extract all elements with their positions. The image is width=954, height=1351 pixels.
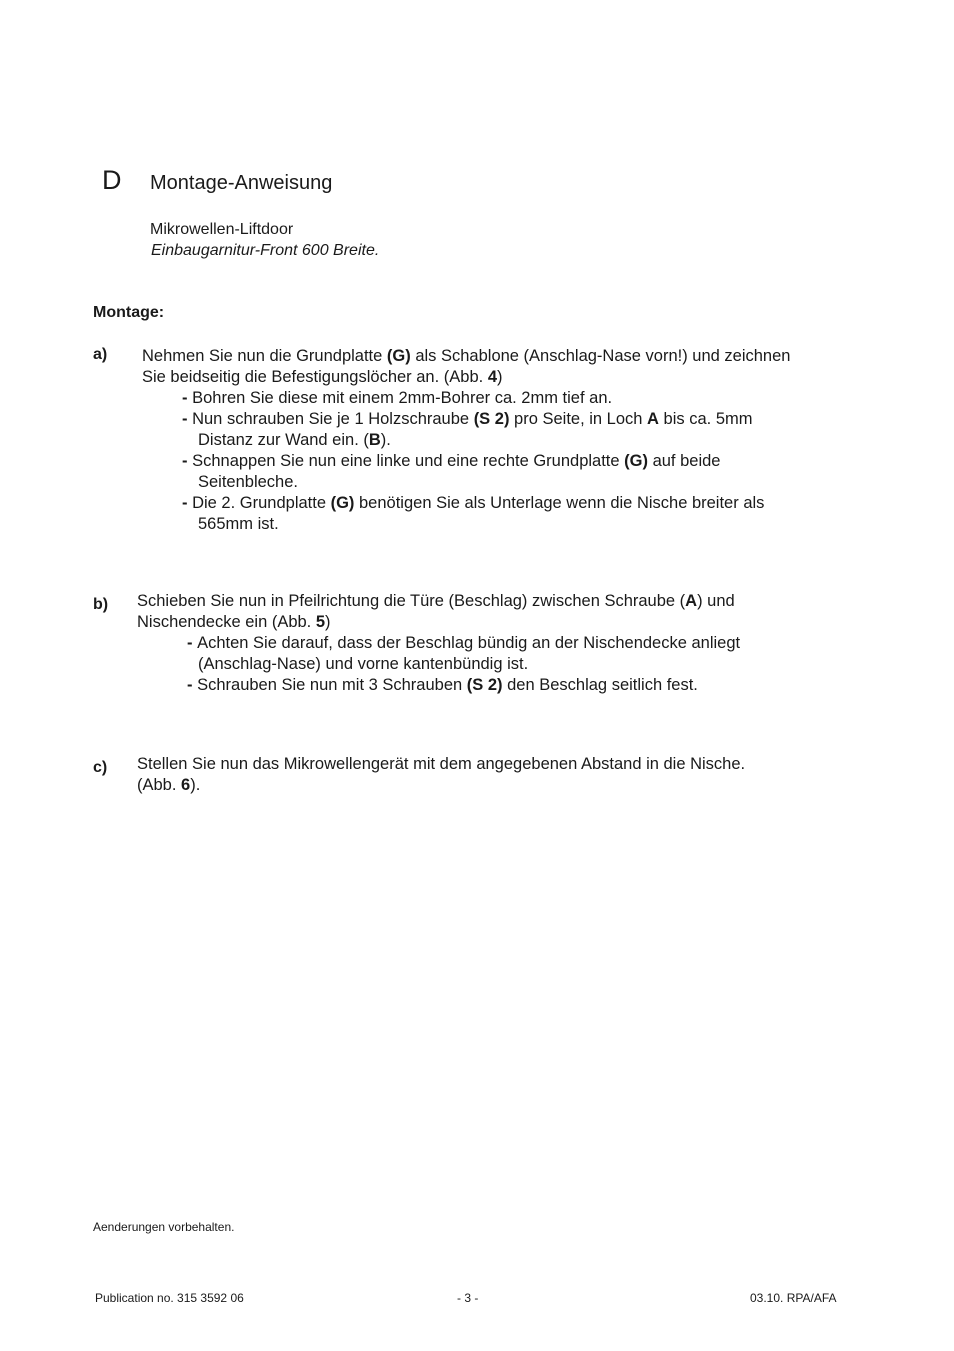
text-span: ) [497, 368, 503, 386]
text-span: bis ca. 5mm [658, 410, 753, 428]
text-span: (Anschlag-Nase) und vorne kantenbündig ist. [198, 655, 529, 673]
bullet-dash: - [182, 410, 193, 428]
bullet-dash: - [182, 389, 193, 407]
publication-number: Publication no. 315 3592 06 [95, 1291, 244, 1305]
date-reference: 03.10. RPA/AFA [750, 1291, 837, 1305]
bullet-dash: - [182, 494, 193, 512]
text-span: Nischendecke ein (Abb. [137, 613, 316, 631]
part-ref: (G) [624, 452, 648, 470]
step-a-bullet-4-cont [198, 514, 279, 535]
text-span: benötigen Sie als Unterlage wenn die Nische breiter als [354, 494, 765, 512]
text-span: Bohren Sie diese mit einem 2mm-Bohrer ca. 2mm tief an. [192, 389, 613, 407]
step-a-line-2 [142, 367, 503, 388]
text-span: ) und [697, 592, 735, 610]
product-variant: Einbaugarnitur-Front 600 Breite. [151, 242, 380, 259]
changes-reserved-note: Aenderungen vorbehalten. [93, 1220, 235, 1234]
text-span: Stellen Sie nun das Mikrowellengerät mit dem angegebenen Abstand in die Nische. [137, 755, 746, 773]
step-b-bullet-1-cont [198, 654, 528, 675]
text-span: Distanz zur Wand ein. ( [198, 431, 369, 449]
text-span: Seitenbleche. [198, 473, 298, 491]
bullet-dash: - [187, 634, 198, 652]
text-span: den Beschlag seitlich fest. [502, 676, 698, 694]
text-span: 565mm ist. [198, 515, 279, 533]
bullet-dash: - [187, 676, 198, 694]
detail-ref: B [368, 431, 381, 449]
step-a-bullet-4 [182, 493, 764, 514]
step-b-label: b) [93, 596, 109, 613]
text-span: Achten Sie darauf, dass der Beschlag bündig an der Nischendecke anliegt [197, 634, 741, 652]
figure-ref: 4 [487, 368, 497, 386]
text-span: als Schablone (Anschlag-Nase vorn!) und zeichnen [410, 347, 791, 365]
text-span: Schrauben Sie nun mit 3 Schrauben [197, 676, 467, 694]
step-a-line-1 [142, 346, 790, 367]
step-a-label: a) [93, 346, 108, 363]
figure-ref: 6 [181, 776, 191, 794]
step-a-bullet-1 [182, 388, 612, 409]
text-span: ) [325, 613, 331, 631]
step-c-line-2 [137, 775, 200, 796]
section-heading: Montage: [93, 304, 165, 321]
step-a-bullet-2-cont [198, 430, 391, 451]
part-ref: (S 2) [473, 410, 510, 428]
product-name: Mikrowellen-Liftdoor [150, 221, 294, 238]
step-b-bullet-1 [187, 633, 740, 654]
text-span: Nehmen Sie nun die Grundplatte [142, 347, 387, 365]
step-b-bullet-2 [187, 675, 698, 696]
part-ref: (G) [330, 494, 355, 512]
text-span: (Abb. [137, 776, 182, 794]
language-letter: D [102, 165, 122, 195]
text-span: Nun schrauben Sie je 1 Holzschraube [192, 410, 474, 428]
bullet-dash: - [182, 452, 193, 470]
document-title: Montage-Anweisung [150, 172, 333, 194]
text-span: Sie beidseitig die Befestigungslöcher an. (Abb. [142, 368, 488, 386]
step-c-label: c) [93, 759, 108, 776]
part-ref: (G) [386, 347, 411, 365]
text-span: Schnappen Sie nun eine linke und eine rechte Grundplatte [192, 452, 625, 470]
screw-ref: A [685, 592, 698, 610]
step-c-line-1 [137, 754, 745, 775]
part-ref: (S 2) [466, 676, 503, 694]
step-b-line-1 [137, 591, 735, 612]
page-number: - 3 - [457, 1291, 479, 1305]
text-span: Die 2. Grundplatte [192, 494, 331, 512]
text-span: Schieben Sie nun in Pfeilrichtung die Türe (Beschlag) zwischen Schraube ( [137, 592, 686, 610]
text-span: auf beide [647, 452, 721, 470]
text-span: ). [190, 776, 201, 794]
hole-ref: A [647, 410, 659, 428]
step-a-bullet-2 [182, 409, 753, 430]
step-a-bullet-3 [182, 451, 720, 472]
step-a-bullet-3-cont [198, 472, 298, 493]
figure-ref: 5 [315, 613, 326, 631]
step-b-line-2 [137, 612, 331, 633]
text-span: pro Seite, in Loch [509, 410, 648, 428]
text-span: ). [380, 431, 391, 449]
